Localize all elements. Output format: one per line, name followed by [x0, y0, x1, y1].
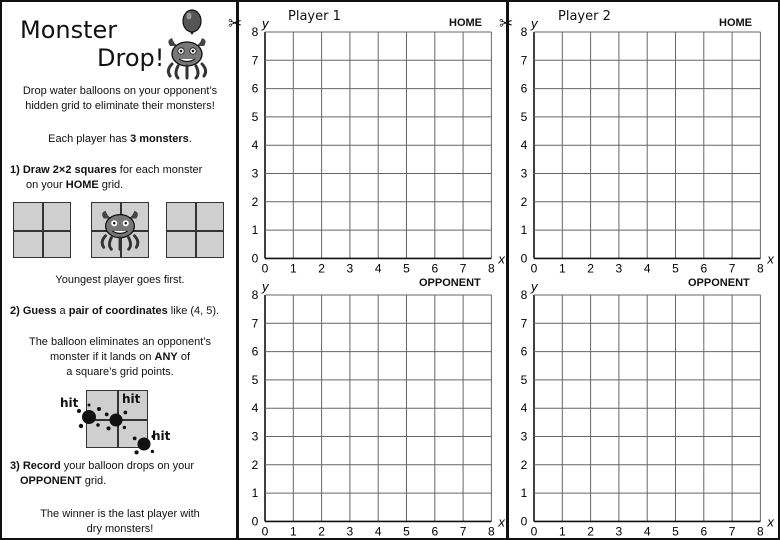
y-tick-label: 0: [251, 514, 259, 529]
y-tick-label: 4: [251, 401, 259, 416]
x-axis-label: x: [767, 514, 774, 530]
scissors-icon: ✂: [499, 14, 514, 33]
y-tick-label: 5: [251, 109, 259, 124]
x-tick-label: 0: [530, 261, 538, 276]
y-tick-label: 5: [520, 372, 528, 387]
intro-line-2: hidden grid to eliminate their monsters!: [25, 100, 215, 112]
y-axis-label: y: [262, 280, 269, 294]
monster-count-text: Each player has 3 monsters.: [48, 133, 192, 145]
y-tick-label: 0: [251, 251, 259, 266]
player-2-home-grid[interactable]: [510, 14, 780, 276]
example-square-3: [166, 202, 224, 258]
x-tick-label: 1: [558, 524, 566, 538]
x-tick-label: 4: [643, 524, 651, 538]
x-tick-label: 5: [672, 524, 679, 538]
y-tick-label: 6: [251, 344, 259, 359]
x-tick-label: 2: [587, 524, 594, 538]
y-tick-label: 8: [520, 288, 528, 302]
x-tick-label: 8: [488, 261, 495, 276]
x-tick-label: 3: [346, 261, 354, 276]
x-tick-label: 2: [318, 261, 325, 276]
x-tick-label: 8: [757, 261, 764, 276]
y-tick-label: 0: [520, 514, 528, 529]
hit-label-3: hit: [152, 429, 171, 443]
y-tick-label: 7: [251, 316, 259, 331]
x-tick-label: 5: [403, 524, 410, 538]
player-1-title: Player 1: [288, 9, 341, 24]
y-tick-label: 2: [520, 194, 528, 209]
hit-label-2: hit: [122, 392, 141, 406]
x-tick-label: 1: [289, 524, 297, 538]
x-tick-label: 1: [558, 261, 566, 276]
y-tick-label: 4: [251, 138, 259, 153]
y-tick-label: 6: [520, 81, 528, 96]
x-tick-label: 8: [488, 524, 495, 538]
x-tick-label: 5: [672, 261, 679, 276]
eliminate-line-2: monster if it lands on ANY of: [49, 351, 191, 363]
x-tick-label: 4: [374, 261, 382, 276]
winner-line-1: The winner is the last player with: [40, 508, 200, 520]
x-tick-label: 6: [700, 524, 708, 538]
y-tick-label: 3: [251, 166, 259, 181]
x-tick-label: 8: [757, 524, 764, 538]
eliminate-line-3: a square’s grid points.: [66, 366, 174, 378]
x-tick-label: 6: [700, 261, 708, 276]
x-tick-label: 3: [615, 524, 623, 538]
player-1-opponent-label: OPPONENT: [419, 277, 481, 289]
y-tick-label: 4: [520, 401, 528, 416]
eliminate-line-1: The balloon eliminates an opponent’s: [28, 336, 212, 348]
y-tick-label: 5: [251, 372, 259, 387]
divider-left: [236, 0, 239, 540]
y-tick-label: 3: [520, 429, 528, 444]
x-tick-label: 5: [403, 261, 410, 276]
x-tick-label: 7: [728, 261, 736, 276]
player-2-title: Player 2: [558, 9, 611, 24]
splat-icon: [74, 402, 104, 432]
y-tick-label: 2: [251, 194, 259, 209]
x-tick-label: 7: [728, 524, 736, 538]
y-tick-label: 7: [520, 53, 528, 68]
step-1-line-2: on your HOME grid.: [26, 179, 124, 191]
player-1-opponent-grid[interactable]: [240, 280, 510, 538]
x-tick-label: 7: [459, 524, 467, 538]
x-tick-label: 7: [459, 261, 467, 276]
y-tick-label: 3: [520, 166, 528, 181]
title-line-2: Drop!: [97, 44, 165, 72]
scissors-icon: ✂: [228, 14, 243, 33]
y-tick-label: 2: [251, 457, 259, 472]
x-tick-label: 1: [289, 261, 297, 276]
step-2-text: 2) Guess a pair of coordinates like (4, 5).: [10, 305, 220, 317]
x-tick-label: 3: [615, 261, 623, 276]
y-tick-label: 8: [251, 25, 259, 39]
y-tick-label: 1: [520, 486, 528, 501]
monster-icon: [162, 36, 212, 80]
x-tick-label: 6: [431, 261, 439, 276]
y-tick-label: 1: [251, 223, 259, 238]
y-tick-label: 1: [520, 223, 528, 238]
x-tick-label: 0: [530, 524, 538, 538]
y-tick-label: 5: [520, 109, 528, 124]
player-2-opponent-grid[interactable]: [510, 280, 780, 538]
y-tick-label: 1: [251, 486, 259, 501]
player-1-home-label: HOME: [449, 17, 482, 29]
x-tick-label: 2: [318, 524, 325, 538]
x-tick-label: 4: [374, 524, 382, 538]
step-3-text: 3) Record your balloon drops on your: [10, 460, 195, 472]
y-tick-label: 3: [251, 429, 259, 444]
y-tick-label: 6: [251, 81, 259, 96]
y-tick-label: 7: [520, 316, 528, 331]
title-line-1: Monster: [20, 16, 118, 44]
y-tick-label: 0: [520, 251, 528, 266]
x-tick-label: 3: [346, 524, 354, 538]
x-axis-label: x: [498, 514, 505, 530]
step-3-line-2: OPPONENT grid.: [20, 475, 107, 487]
x-tick-label: 6: [431, 524, 439, 538]
y-axis-label: y: [531, 16, 538, 31]
step-1-text: 1) Draw 2×2 squares for each monster: [10, 164, 203, 176]
y-tick-label: 7: [251, 53, 259, 68]
intro-line-1: Drop water balloons on your opponent’s: [22, 85, 218, 97]
x-tick-label: 2: [587, 261, 594, 276]
y-axis-label: y: [531, 280, 538, 294]
example-square-1: [13, 202, 71, 258]
y-tick-label: 4: [520, 138, 528, 153]
monster-icon: [96, 206, 144, 254]
x-tick-label: 4: [643, 261, 651, 276]
hit-label-1: hit: [60, 396, 79, 410]
y-axis-label: y: [262, 16, 269, 31]
splat-icon: [102, 406, 130, 434]
player-1-home-grid[interactable]: [240, 14, 510, 276]
x-tick-label: 0: [261, 524, 269, 538]
x-axis-label: x: [498, 251, 505, 267]
x-axis-label: x: [767, 251, 774, 267]
y-tick-label: 8: [520, 25, 528, 39]
rules-panel: [2, 2, 236, 538]
y-tick-label: 2: [520, 457, 528, 472]
x-tick-label: 0: [261, 261, 269, 276]
player-2-home-label: HOME: [719, 17, 752, 29]
y-tick-label: 8: [251, 288, 259, 302]
winner-line-2: dry monsters!: [86, 523, 154, 535]
y-tick-label: 6: [520, 344, 528, 359]
player-2-opponent-label: OPPONENT: [688, 277, 750, 289]
youngest-first-text: Youngest player goes first.: [55, 274, 185, 286]
